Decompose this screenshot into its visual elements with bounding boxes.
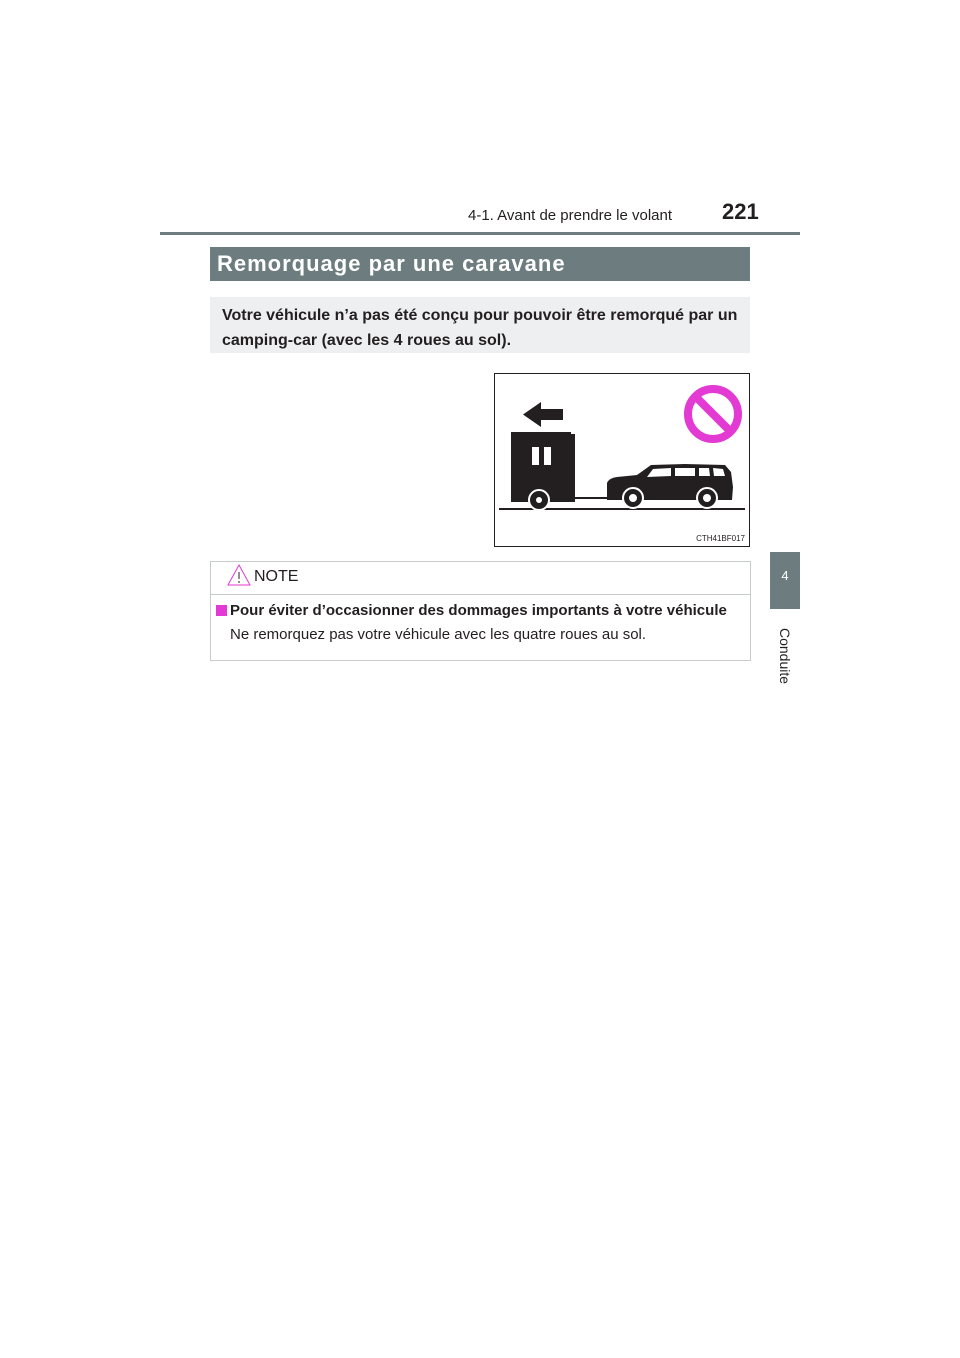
bullet-square-icon: [216, 605, 227, 616]
note-box: [210, 561, 751, 661]
section-title: 4-1. Avant de prendre le volant: [468, 207, 673, 224]
camper-trailer-icon: [511, 432, 613, 510]
figure-code: CTH41BF017: [696, 534, 745, 543]
page-number: 221: [722, 199, 759, 224]
page-title: Remorquage par une caravane: [217, 251, 566, 276]
chapter-tab: [770, 552, 800, 609]
warning-triangle-icon: [227, 563, 251, 587]
header-divider: [160, 232, 800, 235]
illustration: [494, 373, 750, 547]
note-body: Ne remorquez pas votre véhicule avec les quatre roues au sol.: [230, 626, 647, 643]
section-heading-bar: [210, 247, 750, 281]
intro-text: Votre véhicule n’a pas été conçu pour pouvoir être remorqué par un camping-car (avec les 4 roues au sol).: [222, 307, 738, 349]
note-header: [211, 562, 750, 595]
note-heading: Pour éviter d’occasionner des dommages importants à votre véhicule: [230, 602, 727, 619]
chapter-label: Conduite: [777, 627, 793, 685]
towing-illustration: [495, 374, 749, 546]
arrow-left-icon: [523, 402, 563, 427]
chapter-number: 4: [781, 568, 789, 583]
prohibited-icon: [688, 389, 738, 439]
note-label: NOTE: [254, 568, 299, 585]
intro-box: [210, 297, 750, 353]
suv-icon: [607, 464, 733, 508]
